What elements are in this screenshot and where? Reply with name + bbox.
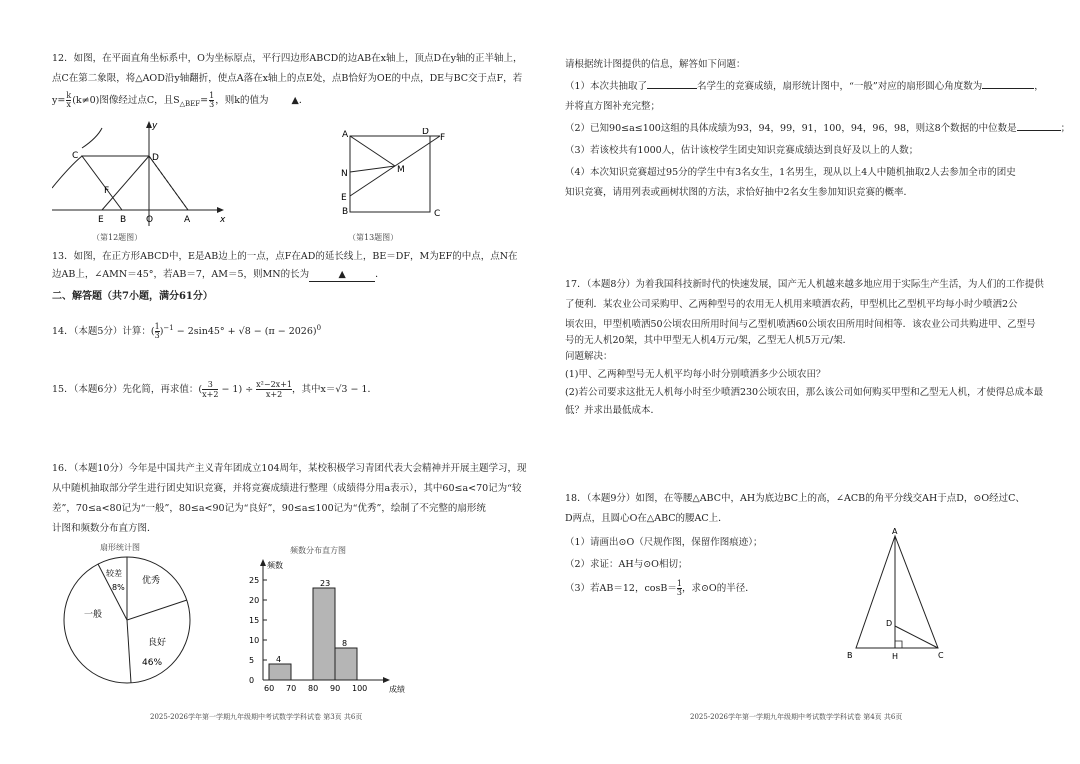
- q12-blank-marker: ▲: [291, 95, 299, 106]
- q15-end: ，其中x＝√3 − 1．: [292, 384, 377, 395]
- hist-bar-label: 23: [320, 579, 331, 588]
- q16-line4: 计图和频数分布直方图．: [52, 523, 157, 534]
- q16-part3: （3）若该校共有1000人，估计该校学生团史知识竞赛成绩达到良好及以上的人数；: [565, 145, 919, 156]
- q16-part2-b: ；: [1060, 123, 1071, 134]
- q12-frac2-num: 1: [209, 91, 215, 100]
- q16-part1: [565, 80, 1044, 93]
- hist-xtick-label: 70: [286, 684, 297, 693]
- pie-label-poor: 较差: [106, 569, 122, 578]
- q15: [52, 380, 377, 399]
- hist-ytick-label: 5: [249, 656, 255, 665]
- left-footer: 2025-2026学年第一学期九年级期中考试数学学科试卷 第3页 共6页: [150, 713, 363, 721]
- fig13-label-M: M: [397, 165, 405, 175]
- q17-line3: 顷农田，甲型机喷洒50公顷农田所用时间与乙型机喷洒60公顷农田所用时间相等．该农业公司共购进甲、乙型号: [565, 319, 1036, 330]
- q16-part1-blank1: [647, 88, 697, 89]
- q16-part4b: 知识竞赛，请用列表或画树状图的方法，求恰好抽中2名女生参加知识竞赛的概率．: [565, 187, 914, 198]
- q13-line2: [52, 268, 385, 282]
- q14-exp: −1: [163, 324, 174, 332]
- q17-line5: 问题解决：: [565, 351, 613, 362]
- hist-bar: [269, 664, 291, 680]
- hist-xtick-label: 90: [330, 684, 341, 693]
- q14: [52, 322, 321, 340]
- hist-ytick-label: 10: [249, 636, 260, 645]
- q18-part3-b: ，求⊙O的半径．: [681, 583, 755, 594]
- fig18-label-D: D: [886, 619, 893, 628]
- q14-prefix: 14．（本题5分）计算：: [52, 326, 151, 338]
- q16-part1-c: ，: [1034, 81, 1044, 92]
- q12-frac-num: k: [66, 91, 72, 100]
- q16-part1-a: （1）本次共抽取了: [565, 81, 648, 92]
- q13-blank: [309, 268, 375, 282]
- q13-line1: 13．如图，在正方形ABCD中，E是AB边上的一点，点F在AD的延长线上，BE＝DF，M为EF的中点，点N在: [52, 251, 518, 262]
- hist-ytick-label: 25: [249, 576, 260, 585]
- q14-paren-close: ): [159, 326, 164, 338]
- pie-label-average: 一般: [84, 610, 103, 620]
- fig18-label-B: B: [847, 651, 853, 660]
- q16-line1: 16．（本题10分）今年是中国共产主义青年团成立104周年，某校积极学习青团代表大会精神并开展主题学习，现: [52, 463, 527, 474]
- q15-f1-num: 3: [202, 380, 218, 390]
- q15-prefix: 15．（本题6分）先化简，再求值：: [52, 384, 199, 395]
- fig12-label-O: O: [146, 215, 154, 225]
- q16-intro: 请根据统计图提供的信息，解答如下问题：: [565, 59, 746, 70]
- pie-pct-good: 46%: [142, 658, 163, 668]
- q17-line8: 低？并求出最低成本．: [565, 405, 661, 416]
- fig13-label-C: C: [434, 209, 441, 219]
- q16-part1-cont: 并将直方图补充完整；: [565, 101, 661, 112]
- q13-text: 边AB上，∠AMN＝45°，若AB＝7，AM＝5，则MN的长为: [52, 269, 310, 280]
- hist-ytick-label: 0: [249, 676, 255, 685]
- q12-line2: 点C在第二象限，将△AOD沿y轴翻折，使点A落在x轴上的点E处，点B恰好为OE的中点，DE与BC交于点F，若: [52, 73, 523, 84]
- q16-part2-a: （2）已知90≤a≤100这组的具体成绩为93，94，99，91，100，94，96，98，则这8个数据的中位数是: [565, 123, 1017, 134]
- q18-part1: （1）请画出⊙O（尺规作图，保留作图痕迹）；: [565, 537, 763, 548]
- hist-ytick-label: 15: [249, 616, 260, 625]
- q12-frac-den: x: [66, 100, 72, 109]
- fig13-label-B: B: [342, 207, 349, 217]
- q12-area-sub: △BEF: [179, 99, 201, 108]
- q18-frac-den: 3: [676, 588, 682, 597]
- right-footer: 2025-2026学年第一学期九年级期中考试数学学科试卷 第4页 共6页: [690, 713, 903, 721]
- q15-f1-den: x+2: [202, 390, 219, 399]
- q16-part4a: （4）本次知识竞赛超过95分的学生中有3名女生，1名男生，现从以上4人中随机抽取2人去参加全市的团史: [565, 167, 1016, 178]
- q16-part1-b: 名学生的竞赛成绩，扇形统计图中，“一般”对应的扇形圆心角度数为: [697, 81, 983, 92]
- hist-xtick-label: 60: [264, 684, 275, 693]
- pie-title: 扇形统计图: [100, 543, 140, 552]
- q12-line1: 12．如图，在平面直角坐标系中，O为坐标原点，平行四边形ABCD的边AB在x轴上，顶点D在y轴的正半轴上，: [52, 53, 523, 64]
- pie-label-excellent: 优秀: [142, 576, 161, 586]
- q14-exp2: 0: [316, 324, 322, 332]
- fig12-label-F: F: [104, 186, 110, 196]
- q15-f2-den: x+2: [265, 390, 283, 399]
- fig12-label-x: x: [220, 215, 226, 225]
- hist-xlabel: 成绩: [389, 685, 405, 694]
- q18-part3-a: （3）若AB＝12，cosB＝: [565, 583, 677, 594]
- q12-eq: =: [200, 95, 209, 106]
- q14-frac-num: 1: [154, 322, 160, 332]
- fig13-label-N: N: [341, 169, 348, 179]
- fig12-label-E: E: [98, 215, 104, 225]
- hist-bar-label: 4: [276, 655, 282, 664]
- q15-f2-num: x²−2x+1: [256, 380, 292, 389]
- fig18-label-A: A: [892, 527, 898, 536]
- hist-bar: [335, 648, 357, 680]
- q12-ask: ，则k的值为: [215, 95, 269, 106]
- q13-end: ．: [375, 269, 385, 280]
- q16-line2: 从中随机抽取部分学生进行团史知识竞赛，并将竞赛成绩进行整理（成绩得分用a表示），其中60≤a<70记为“较: [52, 483, 522, 494]
- q16-part1-blank2: [982, 88, 1034, 89]
- q12-line3: [52, 92, 308, 111]
- hist-ytick-label: 20: [249, 596, 260, 605]
- hist-xtick-label: 100: [352, 684, 368, 693]
- q18-line1: 18．（本题9分）如图，在等腰△ABC中，AH为底边BC上的高，∠ACB的角平分线交AH于点D，⊙O经过C、: [565, 493, 1025, 504]
- fig13-caption: （第13题图）: [348, 233, 399, 242]
- q18-part3: [565, 580, 755, 597]
- fig12-label-A: A: [184, 215, 191, 225]
- q12-end: ．: [298, 95, 309, 106]
- fig12-caption: （第12题图）: [92, 233, 143, 242]
- q16-line3: 差”，70≤a<80记为“一般”，80≤a<90记为“良好”，90≤a≤100记为“优秀”，绘制了不完整的扇形统: [52, 503, 486, 514]
- hist-bar: [313, 588, 335, 680]
- hist-title: 频数分布直方图: [290, 546, 346, 555]
- q12-condition: (k≠0)图像经过点C，且S: [72, 95, 180, 106]
- fig12-label-D: D: [152, 153, 159, 163]
- q16-part2: [565, 122, 1070, 135]
- pie-chart: [62, 555, 192, 685]
- hist-ylabel: 频数: [267, 561, 283, 570]
- q13-blank-marker: ▲: [338, 269, 346, 280]
- q12-frac2-den: 3: [209, 100, 215, 109]
- pie-pct-poor: 8%: [112, 583, 125, 592]
- q18-line2: D两点，且圆心O在△ABC的腰AC上．: [565, 513, 728, 524]
- q15-mid: − 1) ÷: [218, 384, 257, 395]
- fig13-label-F: F: [440, 133, 446, 143]
- fig13-label-A: A: [342, 130, 349, 140]
- q15-paren-open: (: [198, 384, 203, 395]
- figure-13: [340, 128, 450, 220]
- fig12-label-B: B: [120, 215, 127, 225]
- q17-line6: (1)甲、乙两种型号无人机平均每小时分别喷洒多少公顷农田？: [565, 369, 826, 380]
- section-heading: 二、解答题（共7小题，满分61分）: [52, 291, 213, 302]
- fig18-label-C: C: [938, 651, 944, 660]
- q18-part2: （2）求证：AH与⊙O相切；: [565, 559, 688, 570]
- q17-line7: (2)若公司要求这批无人机每小时至少喷洒230公顷农田，那么该公司如何购买甲型和乙型无人机，才使得总成本最: [565, 387, 1044, 398]
- q18-frac-num: 1: [676, 579, 682, 588]
- fig13-label-D: D: [422, 128, 429, 137]
- fig12-label-C: C: [72, 151, 79, 161]
- fig18-label-H: H: [892, 652, 899, 661]
- q12-func-prefix: y=: [52, 95, 66, 106]
- q14-frac-den: 3: [154, 331, 160, 341]
- pie-label-good: 良好: [148, 638, 167, 648]
- histogram: [235, 556, 415, 696]
- q17-line1: 17．（本题8分）为着我国科技新时代的快速发展，国产无人机越来越多地应用于实际生产生活，为人们的工作提供: [565, 279, 1044, 290]
- hist-bar-label: 8: [342, 639, 348, 648]
- fig12-label-y: y: [152, 121, 158, 131]
- q14-expression: − 2sin45° + √8 − (π − 2026): [173, 326, 317, 338]
- hist-xtick-label: 80: [308, 684, 319, 693]
- q17-line4: 号的无人机20架，其中甲型无人机4万元/架，乙型无人机5万元/架．: [565, 335, 853, 346]
- q14-paren-open: (: [150, 326, 155, 338]
- q16-part2-blank: [1017, 130, 1061, 131]
- q17-line2: 了便利．某农业公司采购甲、乙两种型号的农用无人机用来喷洒农药，甲型机比乙型机平均每小时少喷洒2公: [565, 299, 1018, 310]
- fig13-label-E: E: [341, 193, 347, 203]
- figure-12: [52, 118, 232, 228]
- figure-18: [842, 526, 952, 666]
